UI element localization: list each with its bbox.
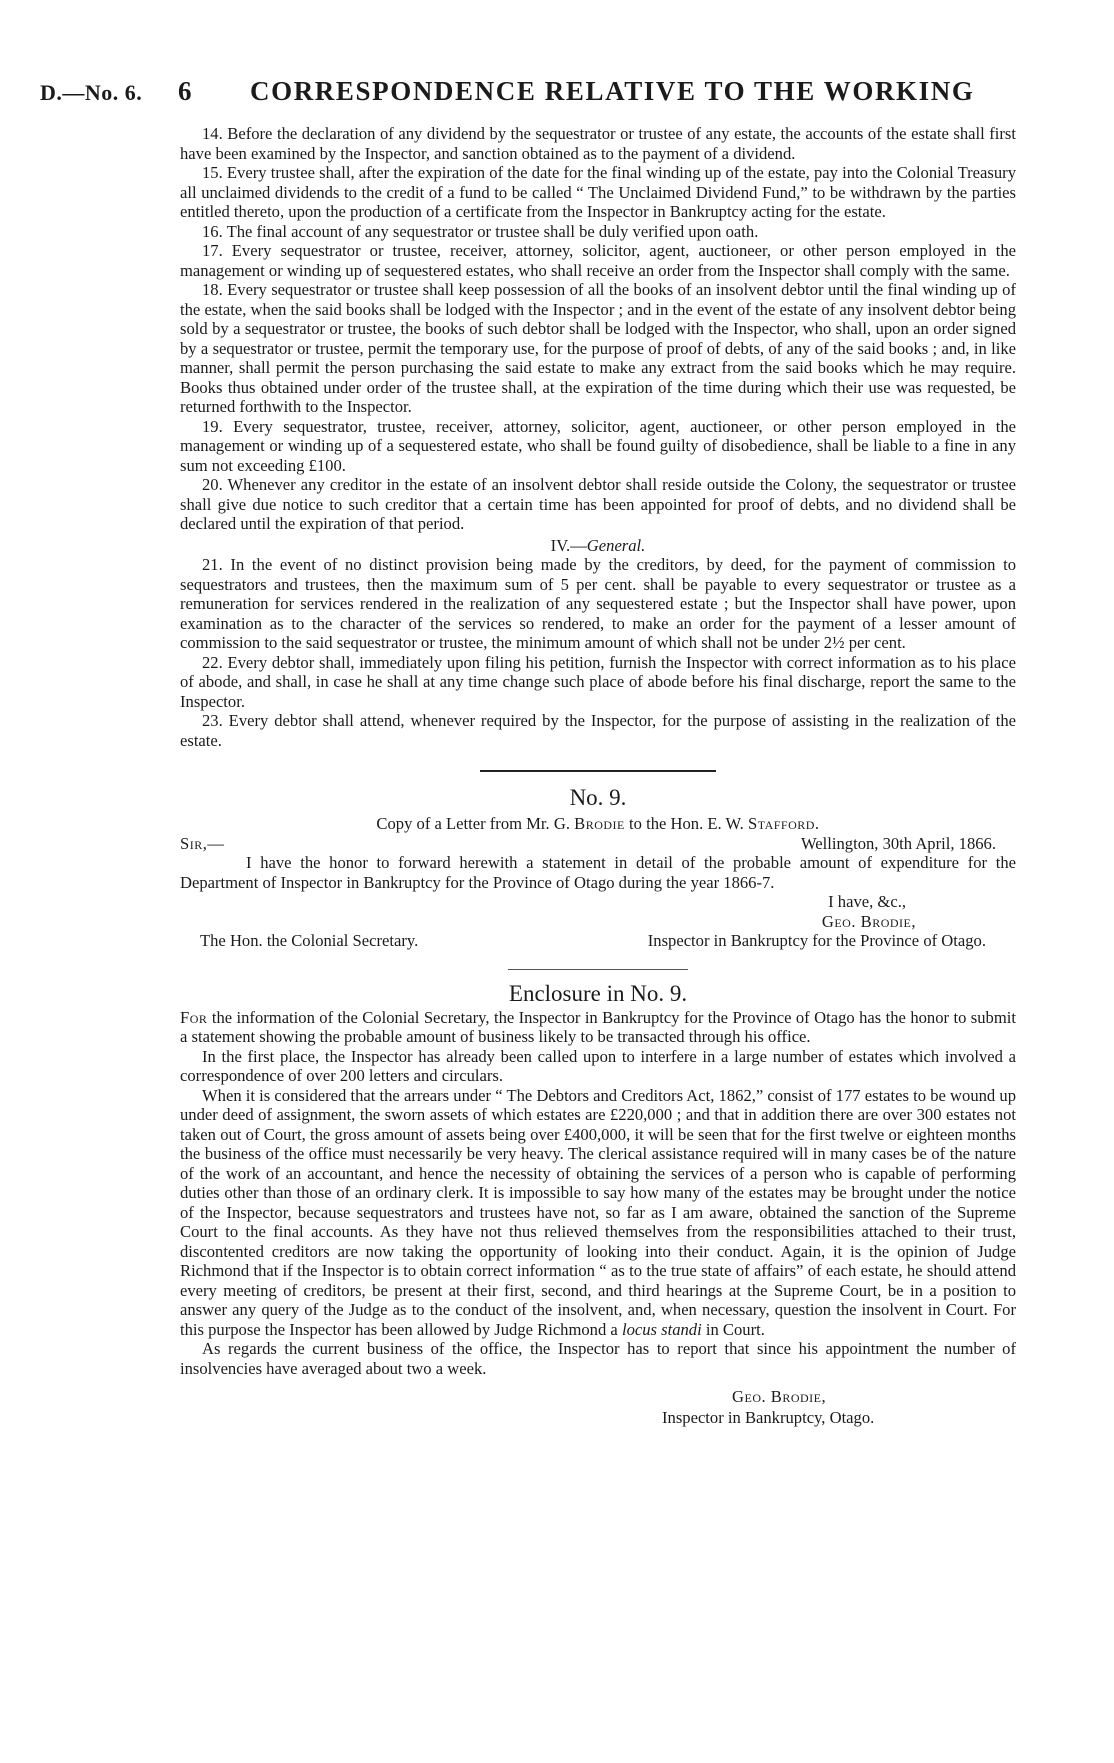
enclosure-p1-text: the information of the Colonial Secretary, the Inspector in Bankruptcy for the Province of Otago has the honor to submit a statement showing the probable amount of business likely to be transacted through his office.	[180, 1007, 1016, 1046]
salutation: Sir,—	[180, 833, 225, 853]
enclosure-p3-text: When it is considered that the arrears under “ The Debtors and Creditors Act, 1862,” consist of 177 estates to be wound up under deed of assignment, the sworn assets of which estates are £220,000 ; and that in addition there are over 300 estates not taken out of Court, the gross amount of assets being over £400,000, it will be seen that for the first twelve or eighteen months the business of the office must necessarily be very heavy. The clerical assistance required will in many cases be of the nature of the work of an accountant, and hence the necessity of obtaining the services of a person who is capable of performing duties other than those of an ordinary clerk. It is impossible to say how many of the estates may be brought under the notice of the Inspector, because sequestrators and trustees have not, so far as I am aware, obtained the sanction of the Supreme Court to the final accounts. As they have not thus relieved themselves from the responsibilities attached to their trust, discontented creditors are now taking the opportunity of looking into their conduct. Again, it is the opinion of Judge Richmond that if the Inspector is to obtain correct information “ as to the true state of affairs” of each estate, he should attend every meeting of creditors, be present at their first, second, and third hearings at the Supreme Court, be in a position to answer any query of the Judge as to the conduct of the insolvent, and, when necessary, question the insolvent in Court. For this purpose the Inspector has been allowed by Judge Richmond a	[180, 1085, 1016, 1339]
enclosure-lead: For	[180, 1007, 208, 1027]
clause-18: 18. Every sequestrator or trustee shall keep possession of all the books of an insolvent debtor until the final winding up of the estate, when the said books shall be lodged with the Inspector ; and in the event of the estate of any insolvent debtor being sold by a sequestrator or trustee, the books of such debtor shall be lodged with the Inspector, who shall, upon an order signed by a sequestrator or trustee, permit the temporary use, for the purpose of proof of debts, of any of the said books ; and, in like manner, shall permit the person purchasing the said estate to make any extract from the said books which he may require. Books thus obtained under order of the trustee shall, at the expiration of the time during which their use was requested, be returned forthwith to the Inspector.	[180, 280, 1016, 416]
page-number: 6	[178, 76, 192, 106]
letter-body: I have the honor to forward herewith a statement in detail of the probable amount of expenditure for the Department of Inspector in Bankruptcy for the Province of Otago during the year 1866-7.	[180, 853, 1016, 892]
enclosure-p3-latin: locus standi	[621, 1319, 702, 1339]
signatory-title: Inspector in Bankruptcy for the Province of Otago.	[647, 931, 986, 950]
clause-20: 20. Whenever any creditor in the estate of an insolvent debtor shall reside outside the Colony, the sequestrator or trustee shall give due notice to such creditor that a certain time has been appointed for proof of debts, and no dividend shall be declared until the expiration of that period.	[180, 475, 1016, 533]
enclosure-heading: Enclosure in No. 9.	[508, 980, 688, 1006]
section-divider	[480, 770, 716, 772]
document-reference: D.—No. 6.	[40, 80, 143, 105]
enclosure-divider	[508, 969, 688, 970]
clause-22: 22. Every debtor shall, immediately upon filing his petition, furnish the Inspector with correct information as to his place of abode, and shall, in case he shall at any time change such place of abode before his final discharge, report the same to the Inspector.	[180, 652, 1016, 711]
caption-to: Stafford.	[747, 814, 820, 833]
letter-closing-row	[180, 931, 1016, 951]
clause-23: 23. Every debtor shall attend, whenever required by the Inspector, for the purpose of assisting in the realization of the estate.	[180, 711, 1016, 750]
clause-21: 21. In the event of no distinct provision being made by the creditors, by deed, for the payment of commission to sequestrators and trustees, then the maximum sum of 5 per cent. shall be payable to every sequestrator or trustee as a remuneration for services rendered in the realization of any sequestered estate ; but the Inspector shall have power, upon examination as to the character of the services so rendered, to make an order for the payment of a lesser amount of commission to the said sequestrator or trustee, the minimum amount of which shall not be under 2½ per cent.	[180, 555, 1016, 652]
enclosure-signatory-title: Inspector in Bankruptcy, Otago.	[662, 1408, 875, 1427]
enclosure-signatory: Geo. Brodie,	[732, 1387, 827, 1406]
enclosure-signoff	[180, 1386, 1016, 1428]
section-title: General.	[586, 535, 646, 555]
valediction: I have, &c.,	[828, 892, 906, 911]
clause-19: 19. Every sequestrator, trustee, receiver, attorney, solicitor, agent, auctioneer, or other person employed in the management or winding up of a sequestered estate, who shall be found guilty of disobedience, shall be liable to a fine in any sum not exceeding £100.	[180, 416, 1016, 475]
clause-14: 14. Before the declaration of any dividend by the sequestrator or trustee of any estate, the accounts of the estate shall first have been examined by the Inspector, and sanction obtained as to the payment of a dividend.	[180, 124, 1016, 163]
caption-from: Brodie	[574, 814, 625, 833]
enclosure-paragraph-2: In the first place, the Inspector has already been called upon to interfere in a large number of estates which involved a correspondence of over 200 letters and circulars.	[180, 1046, 1016, 1085]
enclosure-paragraph-4: As regards the current business of the office, the Inspector has to report that since his appointment the number of insolvencies have averaged about two a week.	[180, 1339, 1016, 1378]
addressee: The Hon. the Colonial Secretary.	[200, 931, 419, 950]
salutation-row	[180, 834, 1016, 854]
page-body	[180, 124, 1016, 1428]
enclosure-paragraph-3	[180, 1086, 1016, 1340]
letter-signatory: Geo. Brodie,	[821, 911, 916, 931]
enclosure-paragraph-1	[180, 1008, 1016, 1047]
clause-16: 16. The final account of any sequestrator or trustee shall be duly verified upon oath.	[202, 221, 759, 241]
letter-heading: No. 9.	[569, 785, 627, 810]
letter-caption	[180, 814, 1016, 834]
running-title: CORRESPONDENCE RELATIVE TO THE WORKING	[250, 76, 975, 106]
enclosure-p3-end: in Court.	[701, 1319, 765, 1339]
clause-17: 17. Every sequestrator or trustee, receiver, attorney, solicitor, agent, auctioneer, or other person employed in the management or winding up of sequestered estates, who shall receive an order from the Inspector shall comply with the same.	[180, 241, 1016, 280]
caption-prefix: Copy of a Letter from Mr. G.	[376, 814, 570, 833]
section-number: IV.—	[550, 535, 587, 555]
caption-mid: to the Hon. E. W.	[629, 814, 744, 833]
clause-15: 15. Every trustee shall, after the expiration of the date for the final winding up of the estate, pay into the Colonial Treasury all unclaimed dividends to the credit of a fund to be called “ The Unclaimed Dividend Fund,” to be withdrawn by the parties entitled thereto, upon the production of a certificate from the Inspector in Bankruptcy acting for the estate.	[180, 163, 1016, 221]
section-heading	[180, 536, 1016, 556]
place-date: Wellington, 30th April, 1866.	[800, 833, 996, 853]
page-header	[40, 70, 1080, 110]
